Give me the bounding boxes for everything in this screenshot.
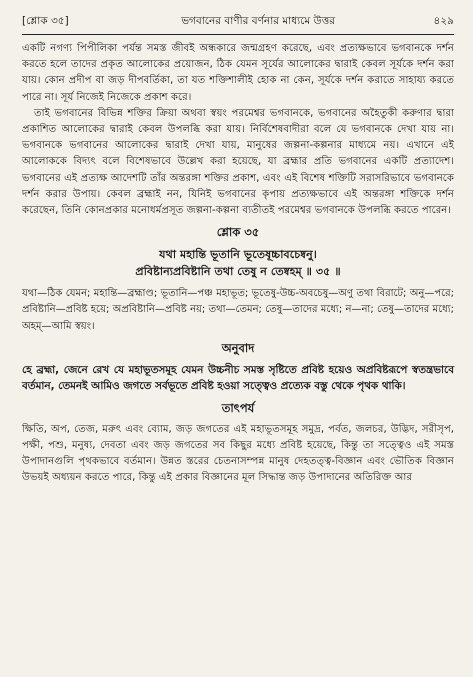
verse-reference: [শ্লোক ৩৫] bbox=[22, 15, 69, 27]
verse-line-2: প্রবিষ্টান্যপ্রবিষ্টানি তথা তেষু ন তেষ্বহম্ ॥ ৩৫ ॥ bbox=[135, 265, 341, 279]
word-synonyms: যথা—ঠিক যেমন; মহান্তি—ব্রহ্মাণ্ড; ভূতানি—পঞ্চ মহাভূত; ভূতেষু-উচ্চ-অবচেষু—অণু তথা বিরাটে; অনু—পরে; প্রবিষ্টানি—প্রবিষ্ট হয়ে; অপ্রবিষ্টানি—প্রবিষ্ট নয়; তথা—তেমন; তেষু—তাদের মধ্যে; ন—না; তেষু—তাদের মধ্যে; অহম্—আমি স্বয়ং। bbox=[22, 288, 454, 332]
translation-heading: অনুবাদ bbox=[221, 340, 255, 355]
verse-heading: শ্লোক ৩৫ bbox=[216, 225, 260, 240]
verse-line-1: যথা মহান্তি ভূতানি ভূতেষূচ্চাবচেষ্বনু। bbox=[159, 248, 317, 262]
sanskrit-verse bbox=[22, 246, 454, 280]
purport-heading: তাৎপর্য bbox=[221, 400, 255, 415]
translation-text: হে ব্রহ্মা, জেনে রেখ যে মহাভূতসমূহ যেমন উচ্চনীচ সমস্ত সৃষ্টিতে প্রবিষ্ট হয়েও অপ্রবিষ্টরূপে স্বতন্ত্রভাবে বর্তমান, তেমনই আমিও জগতে সর্বভূতে প্রবিষ্ট হওয়া সত্ত্বেও প্রত্যেক বস্তু থেকে পৃথক থাকি। bbox=[22, 363, 454, 393]
body-paragraph-2: তাই ভগবানের বিভিন্ন শক্তির ক্রিয়া অথবা স্বয়ং পরমেশ্বর ভগবানকে, ভগবানের অহৈতুকী করুণার দ্বারা প্রকাশিত আলোকের দ্বারাই কেবল উপলব্ধি করা যায়। নির্বিশেষবাদীরা বলে যে ভগবানকে দেখা যায় না। ভগবানকে ভগবানের আলোকের দ্বারাই দেখা যায়, মানুষের জল্পনা-কল্পনার মাধ্যমে নয়। এখানে এই আলোককে বিদ্যৎ বলে বিশেষভাবে উল্লেখ করা হয়েছে, যা ব্রহ্মার প্রতি ভগবানের একটি প্রত্যাদেশ। ভগবানের এই প্রত্যক্ষ আদেশটি তাঁর অন্তরঙ্গা শক্তির প্রকাশ, এবং এই বিশেষ শক্তিটি সরাসরিভাবে ভগবানকে দর্শন করার উপায়। কেবল ব্রহ্মাই নন, যিনিই ভগবানের কৃপায় প্রত্যক্ষভাবে এই অন্তরঙ্গা শক্তিকে দর্শন করেছেন, তিনি কোনপ্রকার মনোধর্মপ্রসূত জল্পনা-কল্পনা ব্যতীতই পরমেশ্বর ভগবানকে উপলব্ধি করতে পারেন। bbox=[22, 107, 454, 217]
page-header bbox=[22, 14, 454, 32]
book-page bbox=[22, 14, 454, 486]
purport-text: ক্ষিতি, অপ, তেজ, মরুৎ এবং ব্যোম, জড় জগতের এই মহাভূতসমূহ সমুদ্র, পর্বত, জলচর, উদ্ভিদ, সরীসৃপ, পক্ষী, পশু, মনুষ্য, দেবতা এবং জড় জগতের সব কিছুর মধ্যে প্রবিষ্ট হয়েছে, কিন্তু তা সত্ত্বেও এই সমস্ত উপাদানগুলি পৃথকভাবে বর্তমান। উন্নত স্তরের চেতনাসম্পন্ন মানুষ দেহতত্ত্ব-বিজ্ঞান এবং ভৌতিক বিজ্ঞান উভয়ই অধ্যয়ন করতে পারে, কিন্তু এই প্রকার বিজ্ঞানের মূল সিদ্ধান্ত জড় উপাদানের অতিরিক্ত আর bbox=[22, 423, 454, 484]
page-number: ৪২৯ bbox=[433, 15, 454, 27]
body-paragraph-1: একটি নগণ্য পিপীলিকা পর্যন্ত সমস্ত জীবই অন্ধকারে জন্মগ্রহণ করেছে, এবং প্রত্যক্ষভাবে ভগবানকে দর্শন করতে হলে তাদের প্রকৃত আলোকের প্রয়োজন, ঠিক যেমন সূর্যের আলোকের দ্বারাই কেবল সূর্যকে দর্শন করা যায়। কোন প্রদীপ বা জড় দীপবর্তিকা, তা যত শক্তিশালীই হোক না কেন, সূর্যকে দর্শন করাতে সাহায্য করতে পারে না। সূর্য নিজেই নিজেকে প্রকাশ করে। bbox=[22, 43, 454, 103]
header-rule bbox=[22, 34, 454, 35]
running-title: ভগবানের বাণীর বর্ণনার মাধ্যমে উত্তর bbox=[181, 15, 336, 27]
